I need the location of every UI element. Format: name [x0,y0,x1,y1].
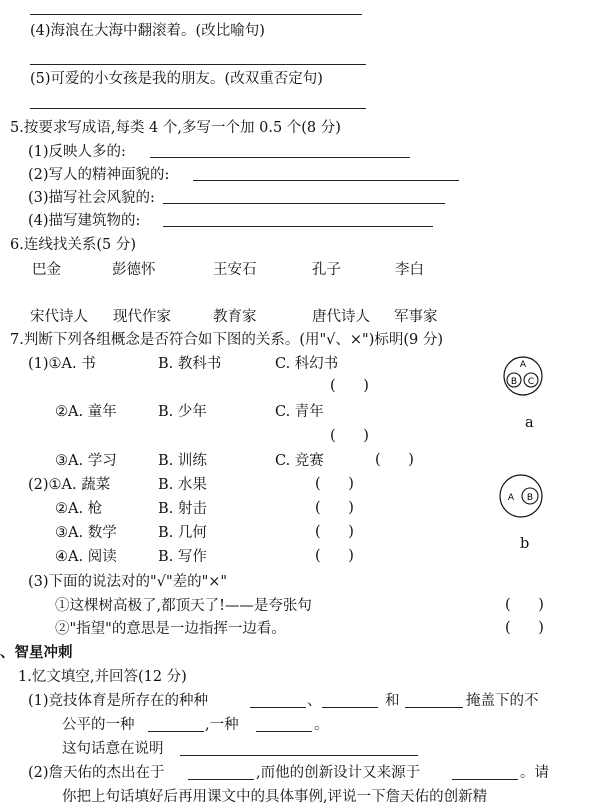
venn-a-label-b: B [510,377,518,387]
diagram-b-caption: b [520,536,530,552]
q7-statement-2: ②"指望"的意思是一边指挥一边看。 [55,621,286,637]
q5-item-1: (1)反映人多的: [28,144,126,160]
role-song-poet: 宋代诗人 [30,309,88,325]
q1-p1-e: 这句话意在说明 [62,741,164,757]
answer-line [405,707,463,708]
answer-line [30,14,362,15]
q1-p1-c: 公平的一种 [62,717,135,733]
answer-paren[interactable]: ( ) [315,548,354,564]
q7-g2-2-b: B. 射击 [158,501,207,517]
answer-paren[interactable]: ( ) [330,378,369,394]
answer-line [193,180,459,181]
q7-g1-2-c: C. 青年 [275,404,324,420]
q7-g1-2-b: B. 少年 [158,404,207,420]
q7-g2-4-b: B. 写作 [158,549,207,565]
answer-line [163,203,445,204]
answer-line [148,731,204,732]
q7-sub3: (3)下面的说法对的"√"差的"×" [28,574,228,590]
venn-diagram-b [497,473,547,523]
q1-p2-a: (2)詹天佑的杰出在于 [28,765,165,781]
section-heading: 、智星冲刺 [0,644,73,661]
role-strategist: 军事家 [394,309,438,325]
q7-g2-1-b: B. 水果 [158,477,207,493]
q7-g1-1-c: C. 科幻书 [275,356,339,372]
answer-paren[interactable]: ( ) [375,452,414,468]
q1-p2-b: ,而他的创新设计又来源于 [256,765,421,781]
answer-line [163,226,433,227]
answer-paren[interactable]: ( ) [505,620,544,636]
venn-b-label-a: A [507,493,515,503]
q7-g1-1-b: B. 教科书 [158,356,222,372]
q7-statement-1: ①这棵树高极了,都顶天了!——是夸张句 [55,598,312,614]
role-modern-writer: 现代作家 [113,309,171,325]
venn-a-label-c: C [527,377,535,387]
answer-line [322,707,378,708]
venn-a-label-a: A [519,360,527,370]
q7-g1-3-b: B. 训练 [158,453,207,469]
q5-heading: 5.按要求写成语,每类 4 个,多写一个加 0.5 个(8 分) [10,120,341,136]
diagram-a-caption: a [525,415,534,431]
q4-sub5: (5)可爱的小女孩是我的朋友。(改双重否定句) [30,71,323,87]
q1-heading: 1.忆文填空,并回答(12 分) [18,669,187,685]
answer-paren[interactable]: ( ) [315,500,354,516]
q6-heading: 6.连线找关系(5 分) [10,237,136,253]
q7-g1-1-a: (1)①A. 书 [28,356,96,372]
q1-p2-c: 。请 [520,765,549,781]
q7-g2-3-b: B. 几何 [158,525,207,541]
q1-p1-and: 和 [385,693,400,709]
answer-line [256,731,312,732]
person-bajin: 巴金 [32,262,61,278]
answer-line [30,108,366,109]
answer-paren[interactable]: ( ) [315,476,354,492]
answer-line [188,779,254,780]
q7-g1-3-a: ③A. 学习 [55,453,117,469]
q1-p1-end: 。 [314,717,329,733]
q5-item-3: (3)描写社会风貌的: [28,190,155,206]
q1-p1-sep: 、 [307,693,322,709]
venn-diagram-a [500,355,550,405]
answer-line [452,779,518,780]
q7-g2-2-a: ②A. 枪 [55,501,103,517]
answer-paren[interactable]: ( ) [505,597,544,613]
answer-paren[interactable]: ( ) [330,428,369,444]
person-wanganshi: 王安石 [213,262,257,278]
q7-heading: 7.判断下列各组概念是否符合如下图的关系。(用"√、×")标明(9 分) [10,332,444,348]
q1-p1-b: 掩盖下的不 [466,693,539,709]
q7-g2-3-a: ③A. 数学 [55,525,117,541]
q7-g1-3-c: C. 竞赛 [275,453,324,469]
answer-paren[interactable]: ( ) [315,524,354,540]
q4-sub4: (4)海浪在大海中翻滚着。(改比喻句) [30,23,265,39]
q5-item-4: (4)描写建筑物的: [28,213,141,229]
person-libai: 李白 [395,262,424,278]
q5-item-2: (2)写人的精神面貌的: [28,167,170,183]
role-tang-poet: 唐代诗人 [312,309,370,325]
q1-p1-d: ,一种 [205,717,239,733]
q7-g2-1-a: (2)①A. 蔬菜 [28,477,111,493]
q7-g2-4-a: ④A. 阅读 [55,549,117,565]
answer-line [30,64,366,65]
answer-line [250,707,306,708]
venn-b-label-b: B [526,493,534,503]
person-kongzi: 孔子 [312,262,341,278]
q1-p2-d: 你把上句话填好后再用课文中的具体事例,评说一下詹天佑的创新精 [62,789,488,805]
role-educator: 教育家 [213,309,257,325]
q1-p1-a: (1)竞技体育是所存在的种种 [28,693,209,709]
answer-line [180,755,418,756]
answer-line [150,157,410,158]
q7-g1-2-a: ②A. 童年 [55,404,117,420]
person-pengdehuai: 彭德怀 [112,262,156,278]
